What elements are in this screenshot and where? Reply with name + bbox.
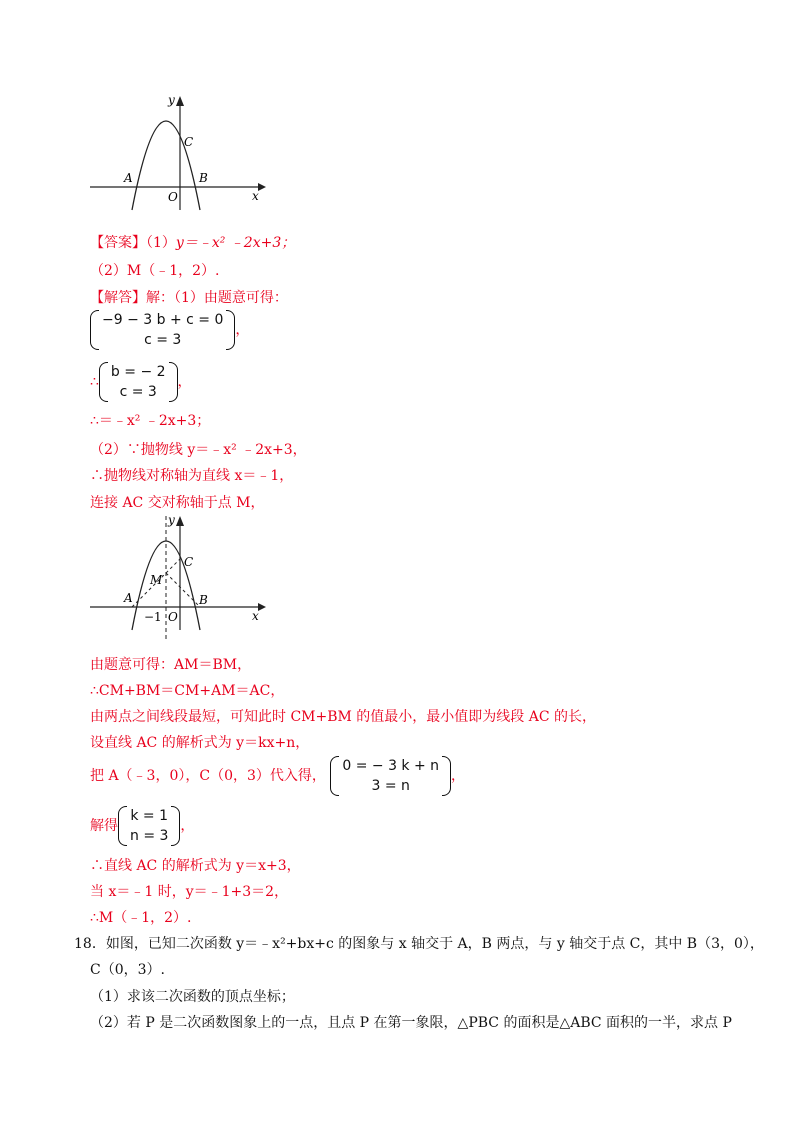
point-c-label: C (184, 135, 194, 149)
point-m-label: M (150, 573, 163, 587)
solution-line-p2-5: ∴CM+BM＝CM+AM＝AC， (90, 683, 285, 699)
point-a-label: A (124, 171, 133, 185)
equation-system-1: −9 − 3 b + c = 0 c = 3 ， (90, 310, 249, 350)
problem-18-line-1: 18．如图，已知二次函数 y＝﹣x²+bx+c 的图象与 x 轴交于 A，B 两点，与 y 轴交于点 C，其中 B（3，0）， (74, 936, 764, 952)
problem-18-question-2: （2）若 P 是二次函数图象上的一点，且点 P 在第一象限，△PBC 的面积是△ABC 面积的一半，求点 P (90, 1015, 732, 1031)
point-c-label: C (184, 555, 194, 569)
point-b-label: B (199, 593, 208, 607)
equation-system-3: 0 = − 3 k + n 3 = n (330, 756, 451, 796)
point-b-label: B (199, 171, 208, 185)
origin-label: O (168, 610, 178, 624)
solution-line-p2-1: （2）∵抛物线 y＝﹣x² ﹣2x+3， (90, 442, 307, 458)
solution-line-p2-11: ∴M（﹣1，2）. (90, 910, 192, 926)
solution-tag: 【解答】 (90, 290, 146, 306)
solution-line-p2-7: 设直线 AC 的解析式为 y＝kx+n， (90, 735, 310, 751)
problem-18-question-1: （1）求该二次函数的顶点坐标； (90, 989, 295, 1005)
parabola-graph-1 (88, 92, 268, 212)
point-a-label: A (124, 591, 133, 605)
y-label: y (168, 93, 175, 107)
substitute-line: 把 A（﹣3，0），C（0，3）代入得， 0 = − 3 k + n 3 = n ， (90, 758, 466, 794)
answer-line-2: （2）M（﹣1，2）. (90, 263, 220, 279)
answer-tag: 【答案】 (90, 235, 146, 251)
solution-line-p2-4: 由题意可得：AM＝BM， (90, 657, 252, 673)
problem-18-line-2: C（0，3）. (90, 962, 165, 978)
equation-system-4: k = 1 n = 3 (118, 806, 180, 846)
neg-one-label: −1 (144, 610, 162, 624)
x-label: x (252, 189, 259, 203)
solution-eq-line: ∴＝﹣x² ﹣2x+3； (90, 413, 211, 429)
solution-line-p2-6: 由两点之间线段最短，可知此时 CM+BM 的值最小，最小值即为线段 AC 的长， (90, 709, 597, 725)
solution-line-p2-10: 当 x＝﹣1 时，y＝﹣1+3＝2， (90, 884, 289, 900)
x-label: x (252, 609, 259, 623)
solution-line-p2-9: ∴直线 AC 的解析式为 y＝x+3， (90, 858, 301, 874)
origin-label: O (168, 190, 178, 204)
solution-intro-line: 【解答】解：（1）由题意可得： (90, 290, 288, 306)
solve-line: 解得 k = 1 n = 3 ， (90, 808, 195, 844)
solution-line-p2-3: 连接 AC 交对称轴于点 M， (90, 495, 265, 511)
segment-mb (166, 573, 200, 607)
equation-system-2: ∴ b = − 2 c = 3 ， (90, 364, 192, 400)
parabola-graph-2 (88, 512, 268, 642)
solution-line-p2-2: ∴抛物线对称轴为直线 x＝﹣1， (90, 468, 294, 484)
answer-line-1: 【答案】（1）y＝﹣x² ﹣2x+3； (90, 235, 296, 251)
y-label: y (168, 513, 175, 527)
